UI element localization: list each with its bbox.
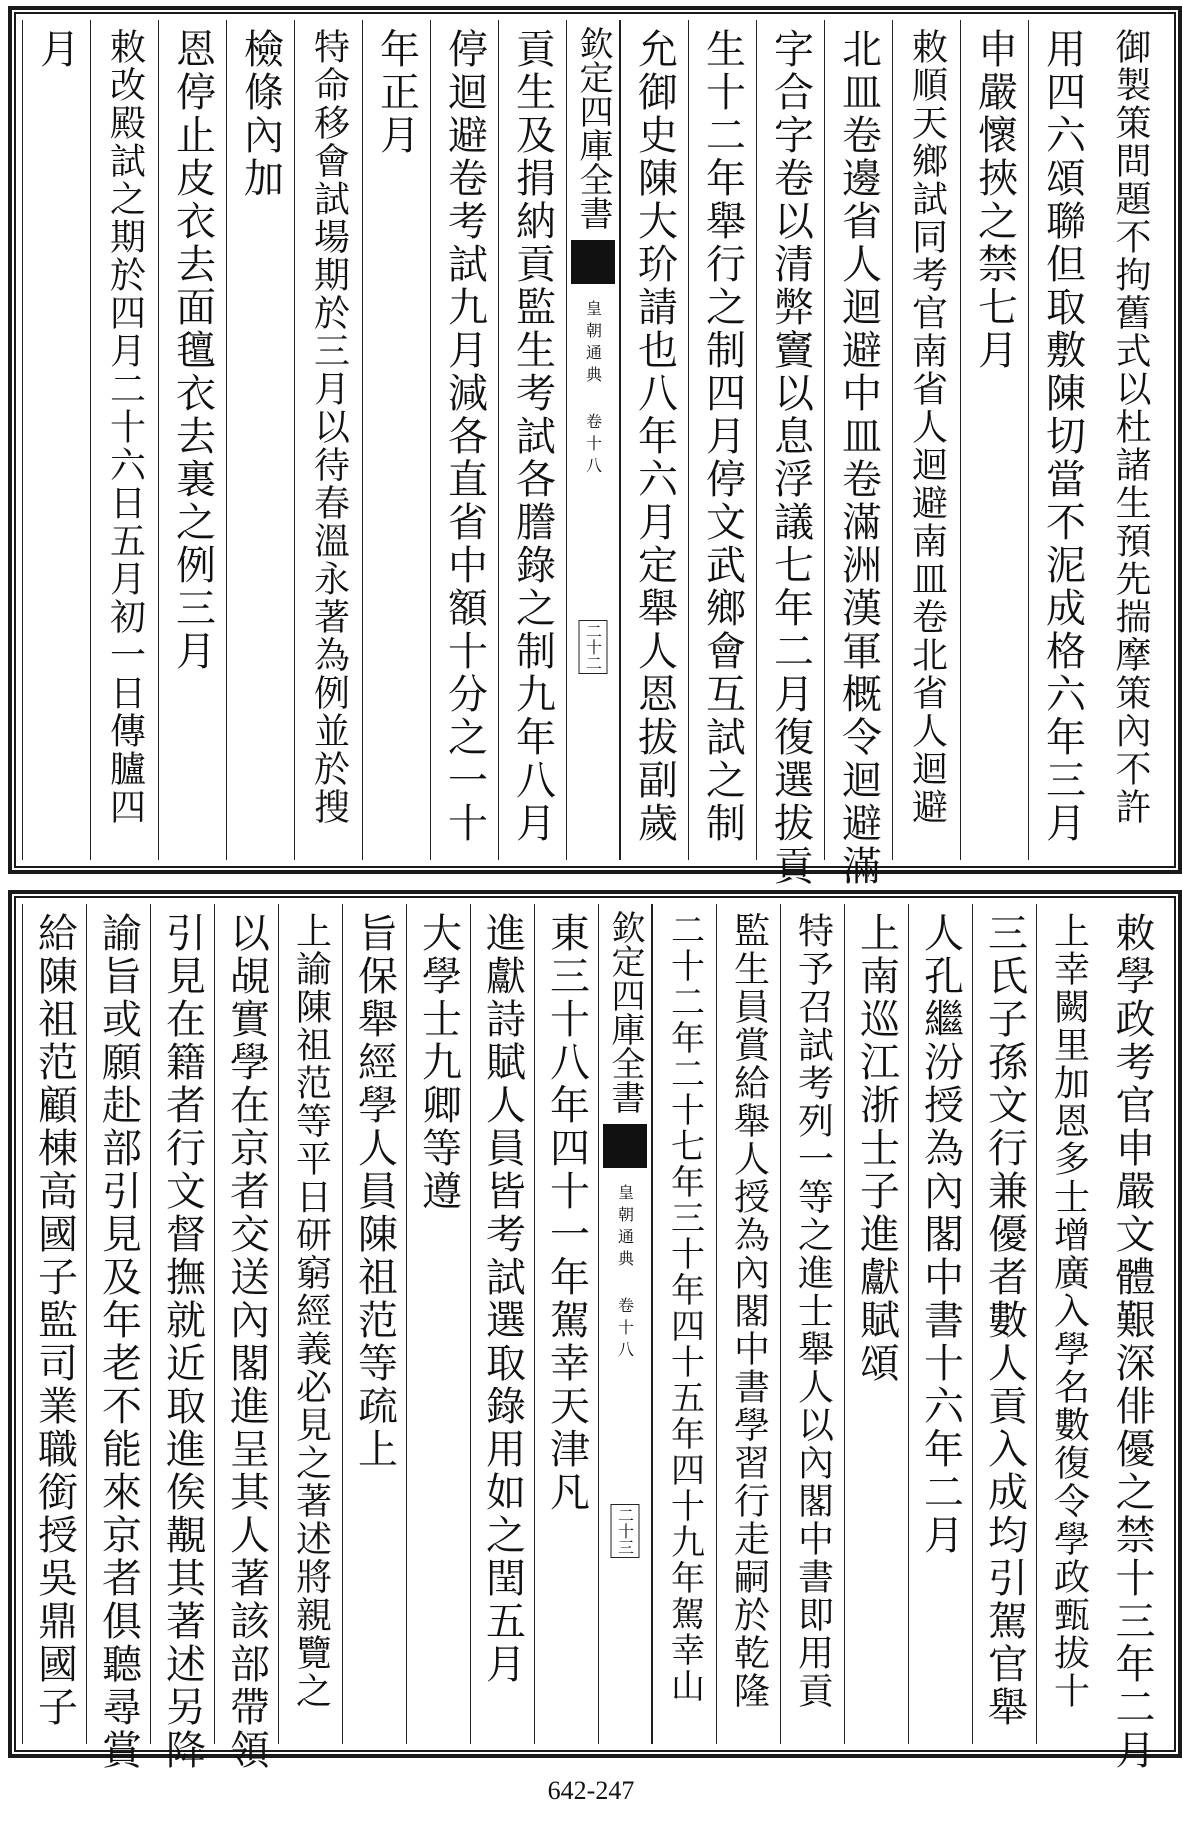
text-column [908,904,972,1744]
text-column [150,904,214,1772]
column-text: 諭旨或願赴部引見及年老不能來京者俱聽尋賞 [95,912,142,1772]
text-column [972,904,1036,1744]
column-text: 引見在籍者行文督撫就近取進俟覯其著述另降 [159,912,206,1772]
text-column [22,20,90,860]
text-column [158,20,226,860]
text-column [756,20,824,888]
fishtail-mark [571,240,615,284]
column-text: 生十二年舉行之制四月停文武鄉會互試之制 [699,28,746,845]
column-text: 月 [33,28,80,71]
text-column [406,904,470,1744]
column-text: 東三十八年四十一年駕幸天津凡 [543,912,590,1514]
book-title: 欽定四庫全書 [605,910,645,1114]
chapter-label: 皇朝通典 卷十八 [583,300,603,479]
column-text: 進獻詩賦人員皆考試選取錄用如之閏五月 [479,912,526,1686]
book-title: 欽定四庫全書 [573,26,613,230]
text-column [1036,904,1100,1744]
column-text: 敕改殿試之期於四月二十六日五月初一日傳臚四 [104,28,146,826]
center-strip [598,904,652,1744]
column-text: 三氏子孫文行兼優者數人貢入成均引駕官舉 [981,912,1028,1729]
column-text: 御製策問題不拘舊式以杜諸生預先揣摩策內不許 [1110,28,1151,826]
text-column [342,904,406,1744]
text-column [620,20,688,860]
column-text: 特命移會試場期於三月以待春溫永著為例並於搜 [308,28,350,826]
text-column [214,904,278,1772]
column-text: 人孔繼汾授為內閣中書十六年二月 [917,912,964,1557]
leaf-number: 二十二 [579,620,608,674]
bottom-page-panel [8,890,1182,1772]
column-text: 二十二年二十七年三十年四十五年四十九年駕幸山 [664,912,705,1704]
text-column [430,20,498,860]
text-column [534,904,598,1744]
column-text: 敕學政考官申嚴文體艱深俳優之禁十三年二月 [1109,912,1155,1772]
top-page-panel [8,6,1182,888]
column-text: 旨保舉經學人員陳祖范等疏上 [351,912,398,1471]
fishtail-mark [603,1124,647,1168]
column-text: 停迴避卷考試九月減各直省中額十分之一十 [441,28,488,845]
column-text: 恩停止皮衣去面氊衣去裏之例三月 [169,28,216,673]
leaf-number: 二十三 [611,1504,640,1558]
text-column [86,904,150,1772]
column-text: 以覘實學在京者交送內閣進呈其人著該部帶領 [223,912,270,1772]
column-text: 貢生及捐納貢監生考試各謄錄之制九年八月 [509,28,556,845]
text-column [22,904,86,1744]
column-text: 申嚴懷挾之禁七月 [971,28,1018,372]
column-text: 大學士九卿等遵 [415,912,462,1213]
text-column [652,904,716,1744]
column-text: 檢條內加 [237,28,284,200]
text-column [716,904,780,1744]
text-column [294,20,362,860]
column-text: 允御史陳大玠請也八年六月定舉人恩拔副歲 [631,28,678,845]
text-column [1100,904,1164,1772]
column-text: 用四六頌聯但取敷陳切當不泥成格六年三月 [1039,28,1086,845]
column-text: 年正月 [373,28,420,157]
chapter-label: 皇朝通典 卷十八 [615,1184,635,1363]
column-text: 給陳祖范顧棟高國子監司業職銜授吳鼎國子 [31,912,78,1729]
text-column [960,20,1028,860]
column-text: 上南巡江浙士子進獻賦頌 [853,912,900,1385]
center-strip [566,20,620,860]
text-column [844,904,908,1744]
text-column [362,20,430,860]
column-text: 北皿卷邊省人迴避中皿卷滿洲漢軍概令迴避滿 [835,28,882,888]
text-column [688,20,756,860]
column-text: 上諭陳祖范等平日研窮經義必見之著述將親覽之 [290,912,332,1710]
text-column [278,904,342,1744]
text-column [470,904,534,1744]
column-text: 敕順天鄉試同考官南省人迴避南皿卷北省人迴避 [906,28,948,826]
text-column [226,20,294,860]
column-text: 特予召試考列一等之進士舉人以內閣中書即用貢 [792,912,834,1710]
text-column [90,20,158,860]
column-text: 監生員賞給舉人授為內閣中書學習行走嗣於乾隆 [728,912,770,1710]
text-column [1028,20,1096,860]
text-column [498,20,566,860]
column-text: 上幸闕里加恩多士增廣入學名數復令學政甄拔十 [1048,912,1090,1710]
column-text: 字合字卷以清弊竇以息浮議七年二月復選拔貢 [767,28,814,888]
text-column [892,20,960,860]
page-number: 642-247 [547,1776,635,1805]
text-column [780,904,844,1744]
text-column [1096,20,1164,860]
text-column [824,20,892,888]
